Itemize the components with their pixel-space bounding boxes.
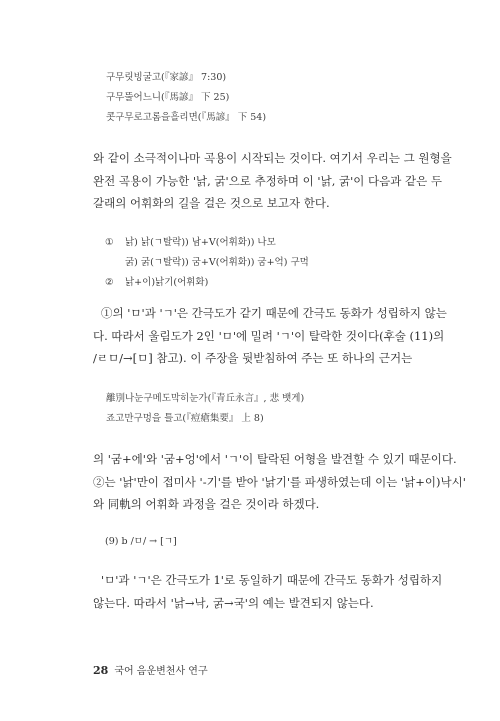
paragraph-line: ②는 '낡'만이 접미사 '-기'를 받아 '낡기'를 파생하였는데 이는 '낡+이)낙시' (93, 474, 466, 489)
quotation-line: 구무릿빙굴고(『家諺』 7:30) (106, 72, 227, 83)
paragraph-line: 완전 곡용이 가능한 '낡, 굵'으로 추정하며 이 '낡, 굵'이 다음과 같은 두 (93, 173, 442, 188)
rule-9 (105, 532, 177, 552)
quotation-line: 콧구무로고롬을흘리면(『馬諺』 下 54) (106, 112, 267, 123)
paragraph-line: 않는다. 따라서 '낡→낙, 굵→국'의 예는 발견되지 않는다. (93, 595, 374, 610)
paragraph-line: 의 '굼+에'와 '굼+엉'에서 'ㄱ'이 탈락된 어형을 발견할 수 있기 때문이다. (93, 452, 457, 466)
paragraph-line: 다. 따라서 울림도가 2인 'ㅁ'에 밀려 'ㄱ'이 탈락한 것이다(후술 (11)의 (93, 328, 445, 343)
example-row (105, 273, 309, 293)
example-text: 낡+이)낡기(어휘화) (125, 277, 209, 288)
page-footer (93, 662, 208, 677)
paragraph-line: /ㄹㅁ/→[ㅁ] 참고). 이 주장을 뒷받침하여 주는 또 하나의 근거는 (93, 351, 413, 365)
example-row (105, 233, 309, 253)
paragraph-line: 와 同軌의 어휘화 과정을 걸은 것이라 하겠다. (93, 497, 320, 511)
page-number: 28 (93, 664, 109, 677)
rule-text: (9) b /ㅁ/ → [ㄱ] (105, 536, 177, 547)
example-block (105, 233, 309, 293)
example-text: 굵) 굵(ㄱ탈락)) 굼+V(어휘화)) 굼+억) 구먹 (125, 257, 309, 268)
quotation-block-middle (106, 389, 304, 429)
quotation-line: 구무뚤어느니(『馬諺』 下 25) (106, 92, 230, 103)
paragraph-line: 와 같이 소극적이나마 곡용이 시작되는 것이다. 여기서 우리는 그 원형을 (93, 151, 452, 165)
paragraph-4 (93, 569, 443, 614)
example-marker: ② (105, 277, 114, 288)
quotation-line: 죠고만구멍을 틀고(『痘瘡集要』 上 8) (106, 413, 264, 424)
quotation-line: 離別나눈구메도막히눈가(『青丘永言』, 悲 뱃게) (106, 393, 305, 404)
paragraph-line: ①의 'ㅁ'과 'ㄱ'은 간극도가 같기 때문에 간극도 동화가 성립하지 않는 (101, 306, 447, 320)
example-marker: ① (105, 237, 114, 248)
example-text: 낡) 낡(ㄱ탈락)) 남+V(어휘화)) 나모 (125, 237, 276, 248)
paragraph-3 (93, 448, 466, 516)
quotation-block-top (106, 68, 266, 128)
example-row (105, 253, 309, 273)
paragraph-2 (93, 302, 447, 370)
paragraph-line: 갈래의 어휘화의 길을 걸은 것으로 보고자 한다. (93, 196, 330, 210)
paragraph-line: 'ㅁ'과 'ㄱ'은 간극도가 1'로 동일하기 때문에 간극도 동화가 성립하지 (101, 573, 443, 587)
paragraph-1 (93, 147, 452, 215)
book-title: 국어 음운변천사 연구 (114, 666, 208, 677)
